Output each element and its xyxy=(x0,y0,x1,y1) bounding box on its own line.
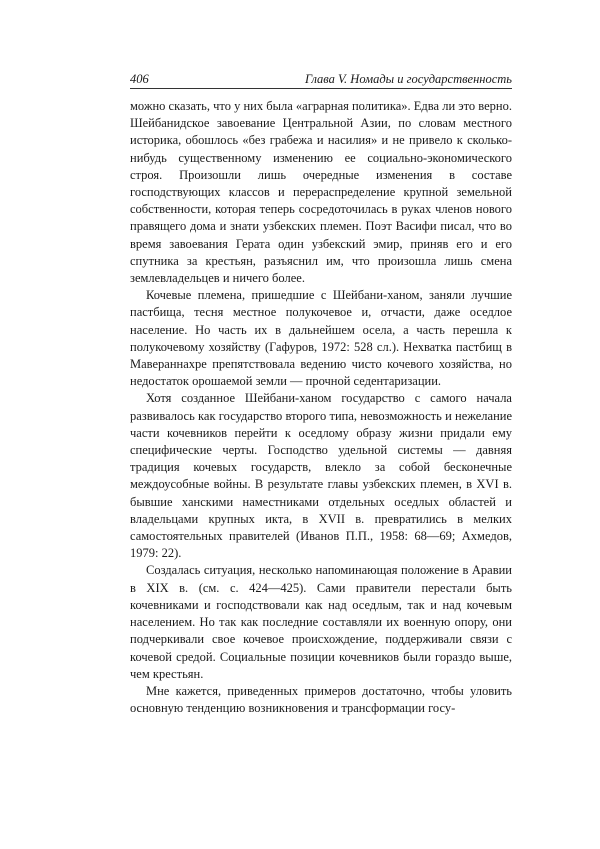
paragraph-1: можно сказать, что у них была «аграрная политика». Едва ли это верно. Шейбанидское завоевание Центральной Азии, по словам местного историка, обошлось «без грабежа и насилия» и не привело к сколько-нибудь существенному изменению ее социально-экономического строя. Произошли лишь очередные изменения в составе господствующих классов и перераспределение крупной земельной собственности, которая теперь сосредоточилась в руках членов нового правящего дома и знати узбекских племен. Поэт Васифи писал, что во время завоевания Герата один узбекский эмир, приняв его и его спутника за крестьян, разъяснил им, что произошла лишь смена землевладельцев и ничего более. xyxy=(130,99,512,286)
paragraph-4: Создалась ситуация, несколько напоминающая положение в Аравии в XIX в. (см. с. 424—425). Сами правители перестали быть кочевниками и господствовали как над оседлым, так и над кочевым населением. Но так как последние составляли их военную опору, они подчеркивали свое кочевое происхождение, поддерживали связи с кочевой средой. Социальные позиции кочевников были гораздо выше, чем крестьян. xyxy=(130,563,512,681)
paragraph-3: Хотя созданное Шейбани-ханом государство с самого начала развивалось как государство второго типа, невозможность и нежелание части кочевников перейти к оседлому образу жизни придали ему специфические черты. Господство удельной системы — давняя традиция кочевых государств, влекло за собой бесконечные междоусобные войны. В результате главы узбекских племен, в XVI в. бывшие ханскими наместниками отдельных оседлых областей и владельцами крупных икта, в XVII в. превратились в мелких самостоятельных правителей (Иванов П.П., 1958: 68—69; Ахмедов, 1979: 22). xyxy=(130,391,512,561)
text-body xyxy=(130,98,512,717)
header-rule xyxy=(130,88,512,89)
paragraph-2: Кочевые племена, пришедшие с Шейбани-ханом, заняли лучшие пастбища, тесня местное полукочевое и, отчасти, даже оседлое население. Но часть их в дальнейшем осела, а часть перешла к полукочевому хозяйству (Гафуров, 1972: 528 сл.). Нехватка пастбищ в Мавераннахре препятствовала ведению чисто кочевого хозяйства, но недостаток орошаемой земли — прочной седентаризации. xyxy=(130,288,512,389)
running-title: Глава V. Номады и государственность xyxy=(305,72,512,86)
page-number: 406 xyxy=(130,72,149,86)
page-header xyxy=(130,70,512,90)
paragraph-5: Мне кажется, приведенных примеров достаточно, чтобы уловить основную тенденцию возникновения и трансформации госу- xyxy=(130,683,512,716)
